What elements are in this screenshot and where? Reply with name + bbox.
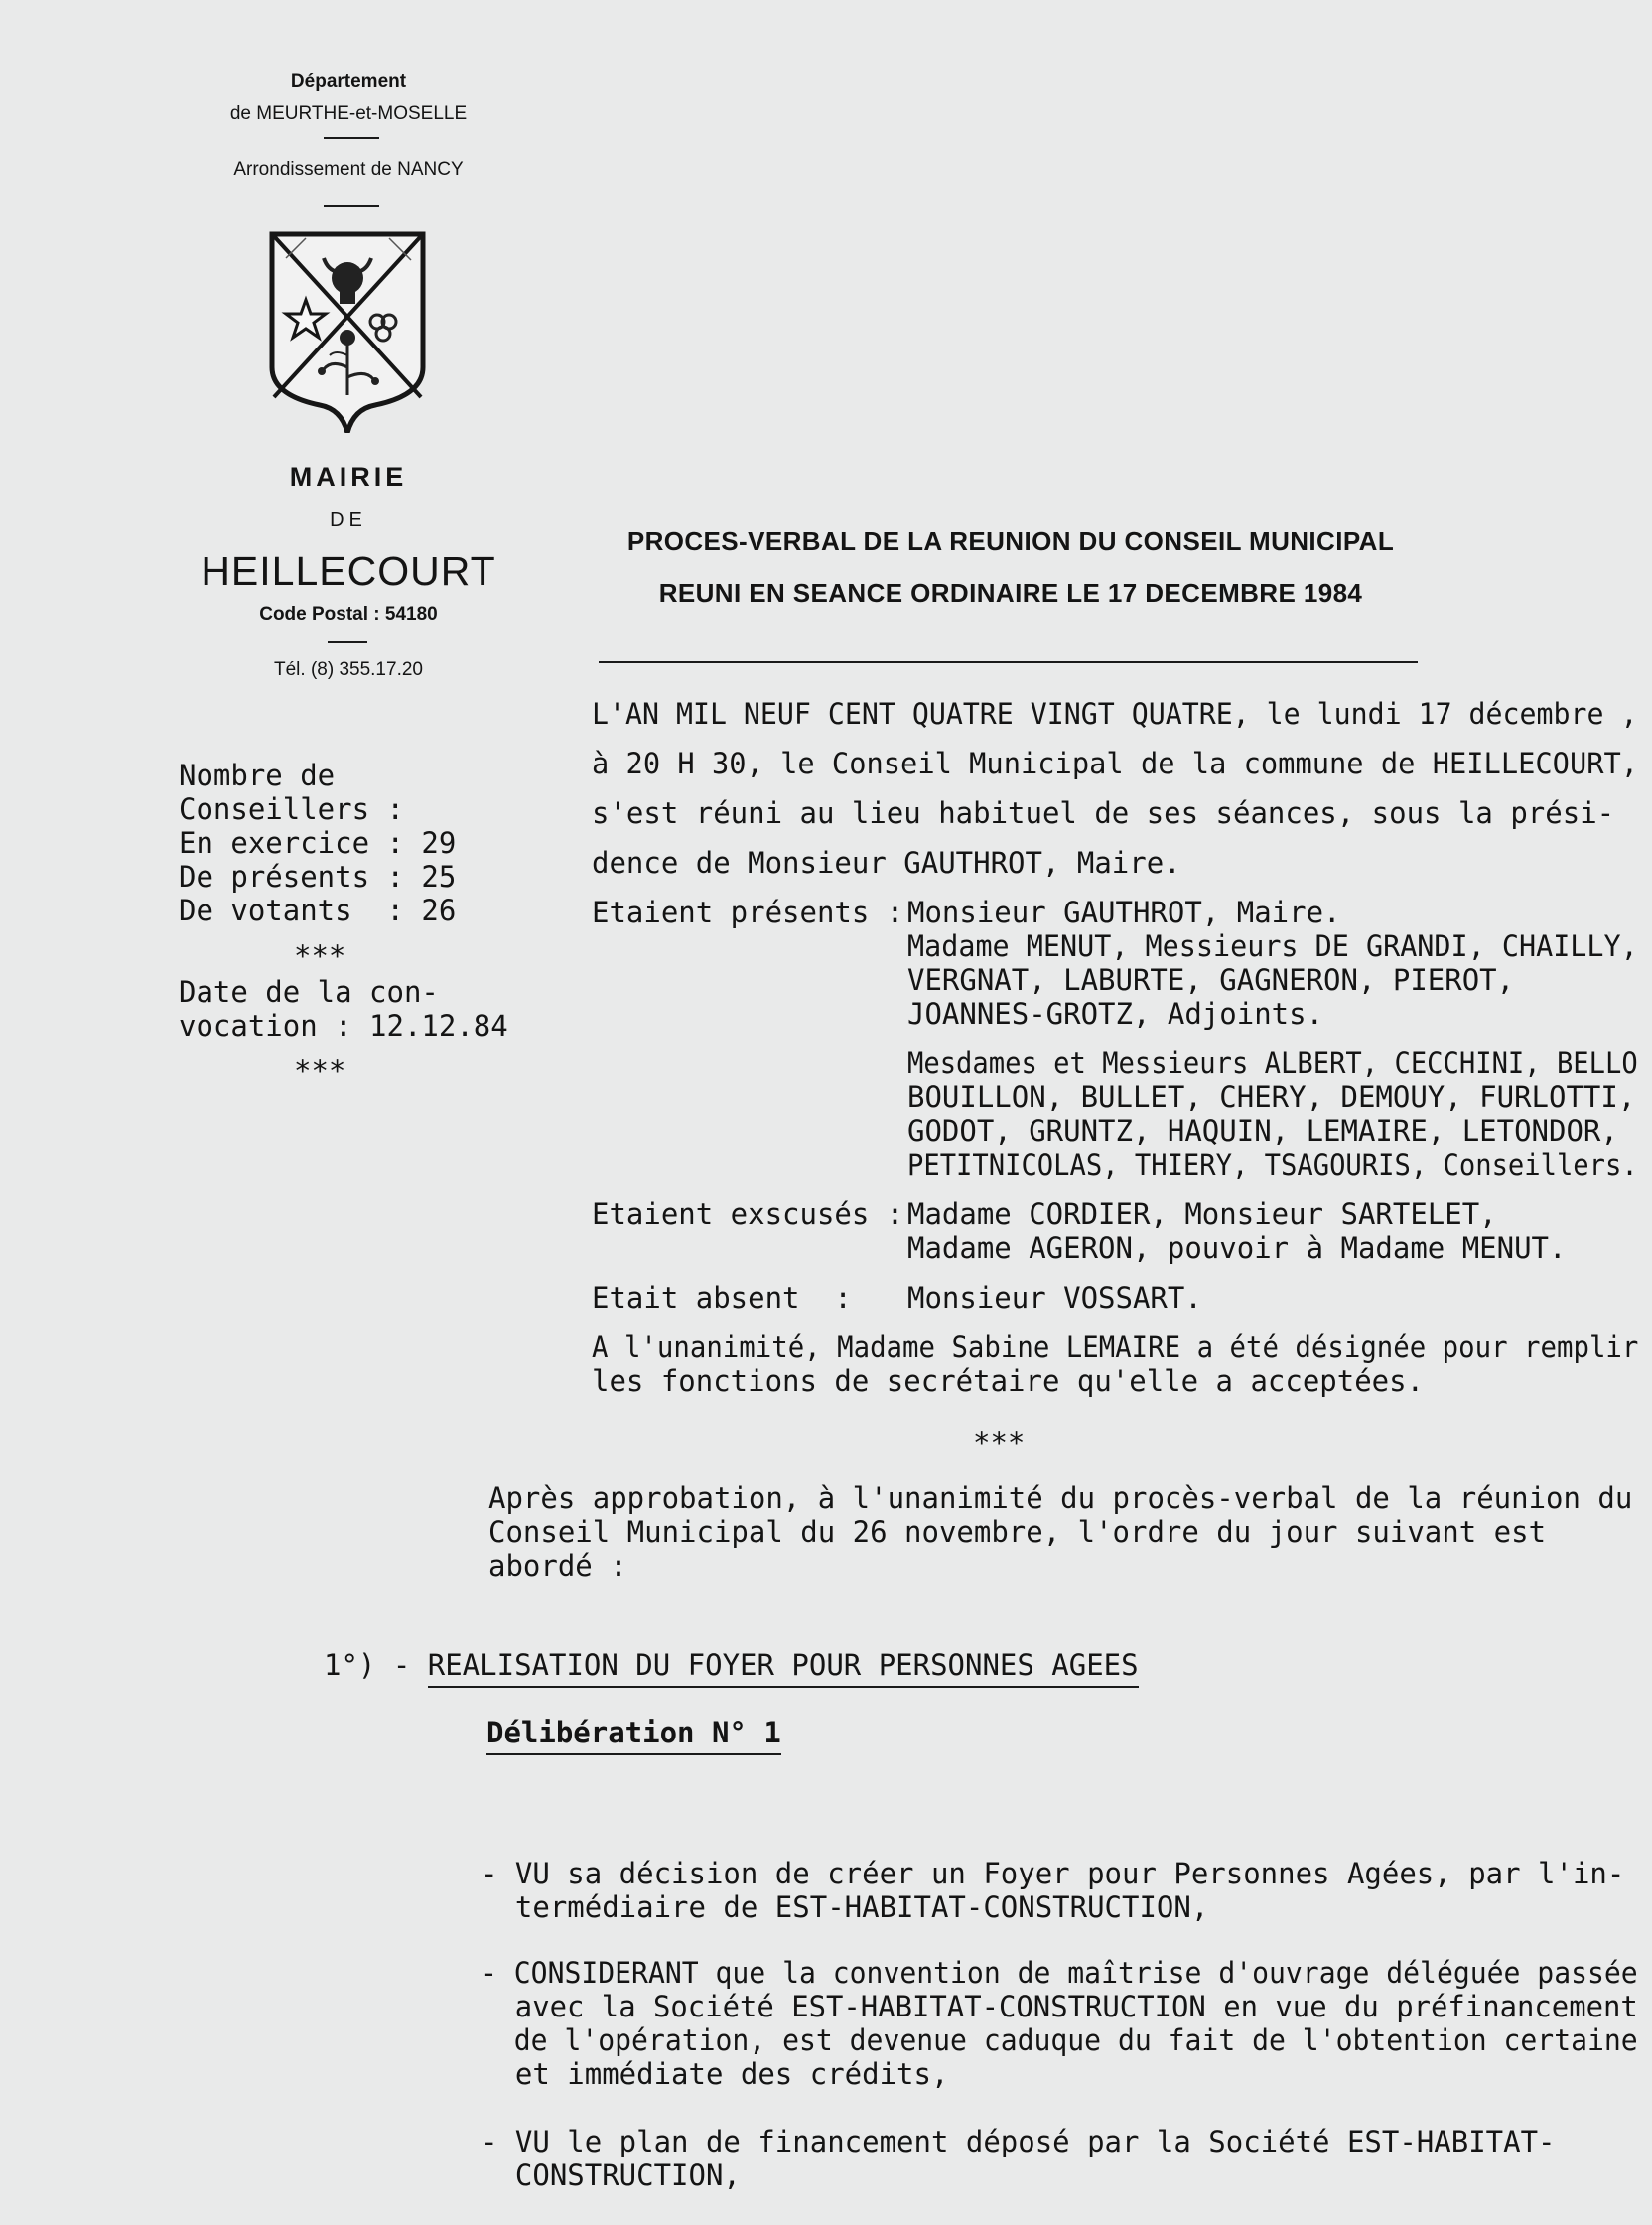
sidebar-line: De votants : 26	[179, 894, 457, 927]
coat-of-arms-icon	[266, 228, 429, 433]
bullet-line: avec la Société EST-HABITAT-CONSTRUCTION en vue du préfinancement	[481, 1990, 1638, 2023]
section-heading	[324, 1648, 1139, 1682]
convocation-line: Date de la con-	[179, 975, 439, 1009]
intro-line: à 20 H 30, le Conseil Municipal de la commune de HEILLECOURT,	[592, 747, 1639, 780]
commune-name: HEILLECOURT	[201, 548, 496, 594]
divider	[324, 205, 379, 207]
approbation-line: Après approbation, à l'unanimité du procès-verbal de la réunion du	[488, 1481, 1633, 1515]
excuses-line: Madame AGERON, pouvoir à Madame MENUT.	[907, 1231, 1567, 1265]
approbation-line: Conseil Municipal du 26 novembre, l'ordre du jour suivant est	[488, 1515, 1547, 1549]
absent-value: Monsieur VOSSART.	[907, 1281, 1202, 1315]
secretary-line: les fonctions de secrétaire qu'elle a acceptées.	[592, 1364, 1425, 1398]
sidebar-line: De présents : 25	[179, 860, 457, 894]
presents-line: BOUILLON, BULLET, CHERY, DEMOUY, FURLOTTI,	[907, 1080, 1636, 1114]
de-label: DE	[330, 509, 367, 531]
department-label: Département	[290, 71, 407, 92]
minutes-title-line2: REUNI EN SEANCE ORDINAIRE LE 17 DECEMBRE 1984	[658, 578, 1363, 608]
separator-stars: ***	[294, 1054, 346, 1088]
bullet-line: - CONSIDERANT que la convention de maîtrise d'ouvrage déléguée passée	[481, 1956, 1638, 1990]
separator-stars: ***	[294, 939, 346, 973]
convocation-line: vocation : 12.12.84	[179, 1009, 508, 1043]
secretary-line: A l'unanimité, Madame Sabine LEMAIRE a été désignée pour remplir	[592, 1330, 1639, 1364]
postal-code: Code Postal : 54180	[259, 604, 438, 625]
excuses-line: Madame CORDIER, Monsieur SARTELET,	[907, 1197, 1497, 1231]
absent-label: Etait absent :	[592, 1281, 852, 1315]
bullet-line: - VU sa décision de créer un Foyer pour Personnes Agées, par l'in-	[481, 1857, 1625, 1890]
divider	[328, 641, 367, 643]
section-number: 1°) -	[324, 1648, 428, 1682]
presents-line: Monsieur GAUTHROT, Maire.	[907, 896, 1341, 929]
sidebar-line: Conseillers :	[179, 792, 404, 826]
excuses-label: Etaient exscusés :	[592, 1197, 904, 1231]
approbation-line: abordé :	[488, 1549, 627, 1583]
presents-line: JOANNES-GROTZ, Adjoints.	[907, 997, 1324, 1031]
bullet-line: de l'opération, est devenue caduque du fait de l'obtention certaine	[481, 2023, 1638, 2057]
minutes-title-line1: PROCES-VERBAL DE LA REUNION DU CONSEIL MUNICIPAL	[626, 526, 1395, 556]
presents-line: VERGNAT, LABURTE, GAGNERON, PIEROT,	[907, 963, 1515, 997]
deliberation-number: Délibération N° 1	[486, 1716, 781, 1755]
presents-label: Etaient présents :	[592, 896, 904, 929]
bullet-line: termédiaire de EST-HABITAT-CONSTRUCTION,	[481, 1890, 1209, 1924]
separator-stars: ***	[973, 1426, 1026, 1460]
sidebar-line: Nombre de	[179, 759, 336, 792]
arrondissement: Arrondissement de NANCY	[233, 159, 464, 180]
presents-line: PETITNICOLAS, THIERY, TSAGOURIS, Conseillers.	[907, 1148, 1638, 1182]
telephone: Tél. (8) 355.17.20	[274, 659, 423, 680]
sidebar-line: En exercice : 29	[179, 826, 457, 860]
presents-line: GODOT, GRUNTZ, HAQUIN, LEMAIRE, LETONDOR,	[907, 1114, 1618, 1148]
intro-line: L'AN MIL NEUF CENT QUATRE VINGT QUATRE, le lundi 17 décembre ,	[592, 697, 1638, 731]
bullet-line: CONSTRUCTION,	[481, 2158, 741, 2192]
deliberation-heading	[486, 1716, 781, 1749]
department-name: de MEURTHE-et-MOSELLE	[229, 103, 468, 124]
bullet-line: et immédiate des crédits,	[481, 2057, 949, 2091]
bullet-line: - VU le plan de financement déposé par la Société EST-HABITAT-	[481, 2125, 1556, 2158]
presents-line: Mesdames et Messieurs ALBERT, CECCHINI, BELLO	[907, 1046, 1638, 1080]
title-rule	[599, 661, 1418, 663]
presents-line: Madame MENUT, Messieurs DE GRANDI, CHAILLY,	[907, 929, 1638, 963]
mairie-label: MAIRIE	[289, 462, 408, 491]
section-title: REALISATION DU FOYER POUR PERSONNES AGEES	[428, 1648, 1139, 1688]
intro-line: dence de Monsieur GAUTHROT, Maire.	[592, 846, 1181, 880]
divider	[324, 137, 379, 139]
intro-line: s'est réuni au lieu habituel de ses séances, sous la prési-	[592, 796, 1615, 830]
